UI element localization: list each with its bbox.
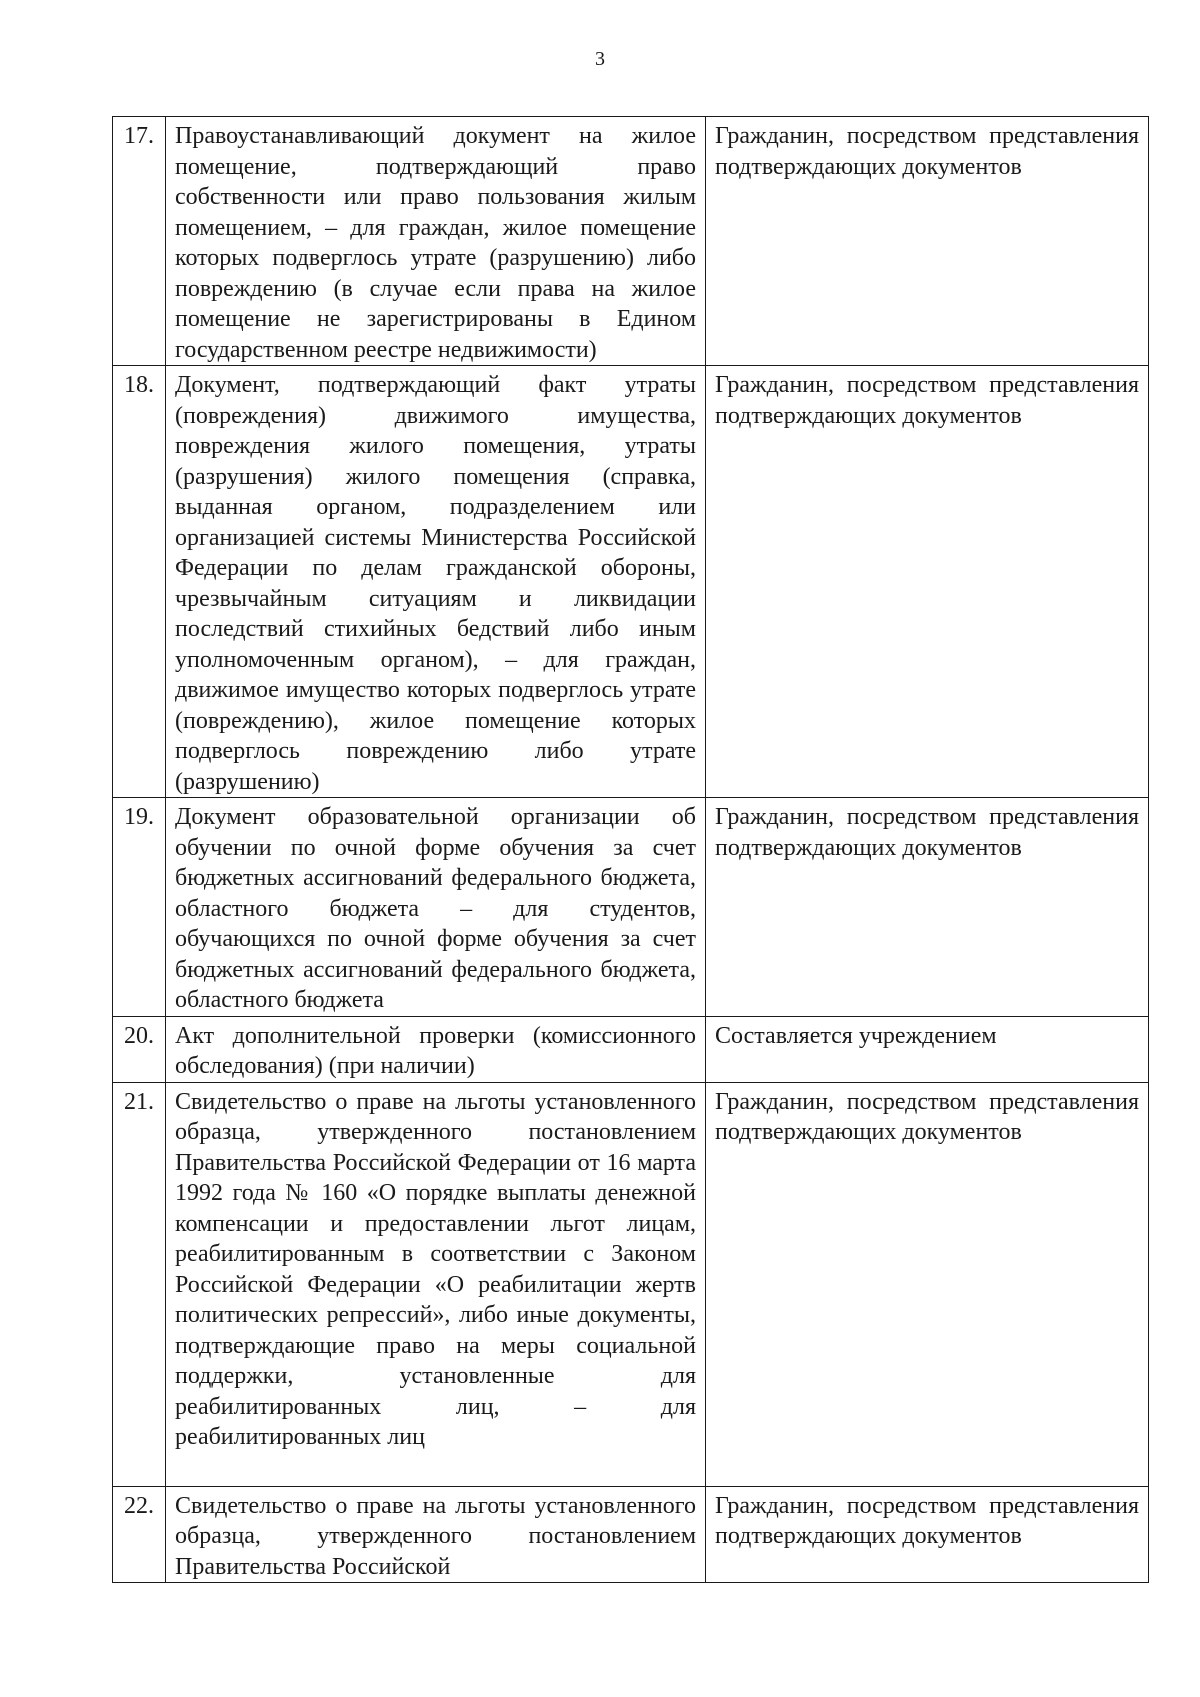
table-row [113,1486,1149,1583]
document-description: Документ образовательной организации об обучении по очной форме обучения за счет бюджетных ассигнований федерального бюджета, областного бюджета – для студентов, обучающихся по очной форме обучения за счет бюджетных ассигнований федерального бюджета, областного бюджета [166,798,706,1017]
document-description: Свидетельство о праве на льготы установленного образца, утвержденного постановлением Правительства Российской Федерации от 16 марта 1992 года № 160 «О порядке выплаты денежной компенсации и предоставлении льгот лицам, реабилитированным в соответствии с Законом Российской Федерации «О реабилитации жертв политических репрессий», либо иные документы, подтверждающие право на меры социальной поддержки, установленные для реабилитированных лиц, – для реабилитированных лиц [166,1082,706,1486]
document-description: Документ, подтверждающий факт утраты (повреждения) движимого имущества, повреждения жилого помещения, утраты (разрушения) жилого помещения (справка, выданная органом, подразделением или организацией системы Министерства Российской Федерации по делам гражданской обороны, чрезвычайным ситуациям и ликвидации последствий стихийных бедствий либо иным уполномоченным органом), – для граждан, движимое имущество которых подверглось утрате (повреждению), жилое помещение которых подверглось повреждению либо утрате (разрушению) [166,366,706,798]
page-number: 3 [595,48,605,70]
row-number: 22. [113,1486,166,1583]
document-source: Гражданин, посредством представления подтверждающих документов [706,1486,1149,1583]
row-number: 21. [113,1082,166,1486]
document-description: Свидетельство о праве на льготы установленного образца, утвержденного постановлением Правительства Российской [166,1486,706,1583]
row-number: 18. [113,366,166,798]
table-row [113,798,1149,1017]
document-description: Акт дополнительной проверки (комиссионного обследования) (при наличии) [166,1016,706,1082]
row-number: 19. [113,798,166,1017]
documents-table [112,116,1149,1583]
document-source: Гражданин, посредством представления подтверждающих документов [706,1082,1149,1486]
document-source: Составляется учреждением [706,1016,1149,1082]
row-number: 20. [113,1016,166,1082]
table-row [113,1082,1149,1486]
document-source: Гражданин, посредством представления подтверждающих документов [706,117,1149,366]
document-description: Правоустанавливающий документ на жилое помещение, подтверждающий право собственности или право пользования жилым помещением, – для граждан, жилое помещение которых подверглось утрате (разрушению) либо повреждению (в случае если права на жилое помещение не зарегистрированы в Едином государственном реестре недвижимости) [166,117,706,366]
table-row [113,117,1149,366]
document-source: Гражданин, посредством представления подтверждающих документов [706,798,1149,1017]
row-number: 17. [113,117,166,366]
table-row [113,1016,1149,1082]
table-row [113,366,1149,798]
document-source: Гражданин, посредством представления подтверждающих документов [706,366,1149,798]
